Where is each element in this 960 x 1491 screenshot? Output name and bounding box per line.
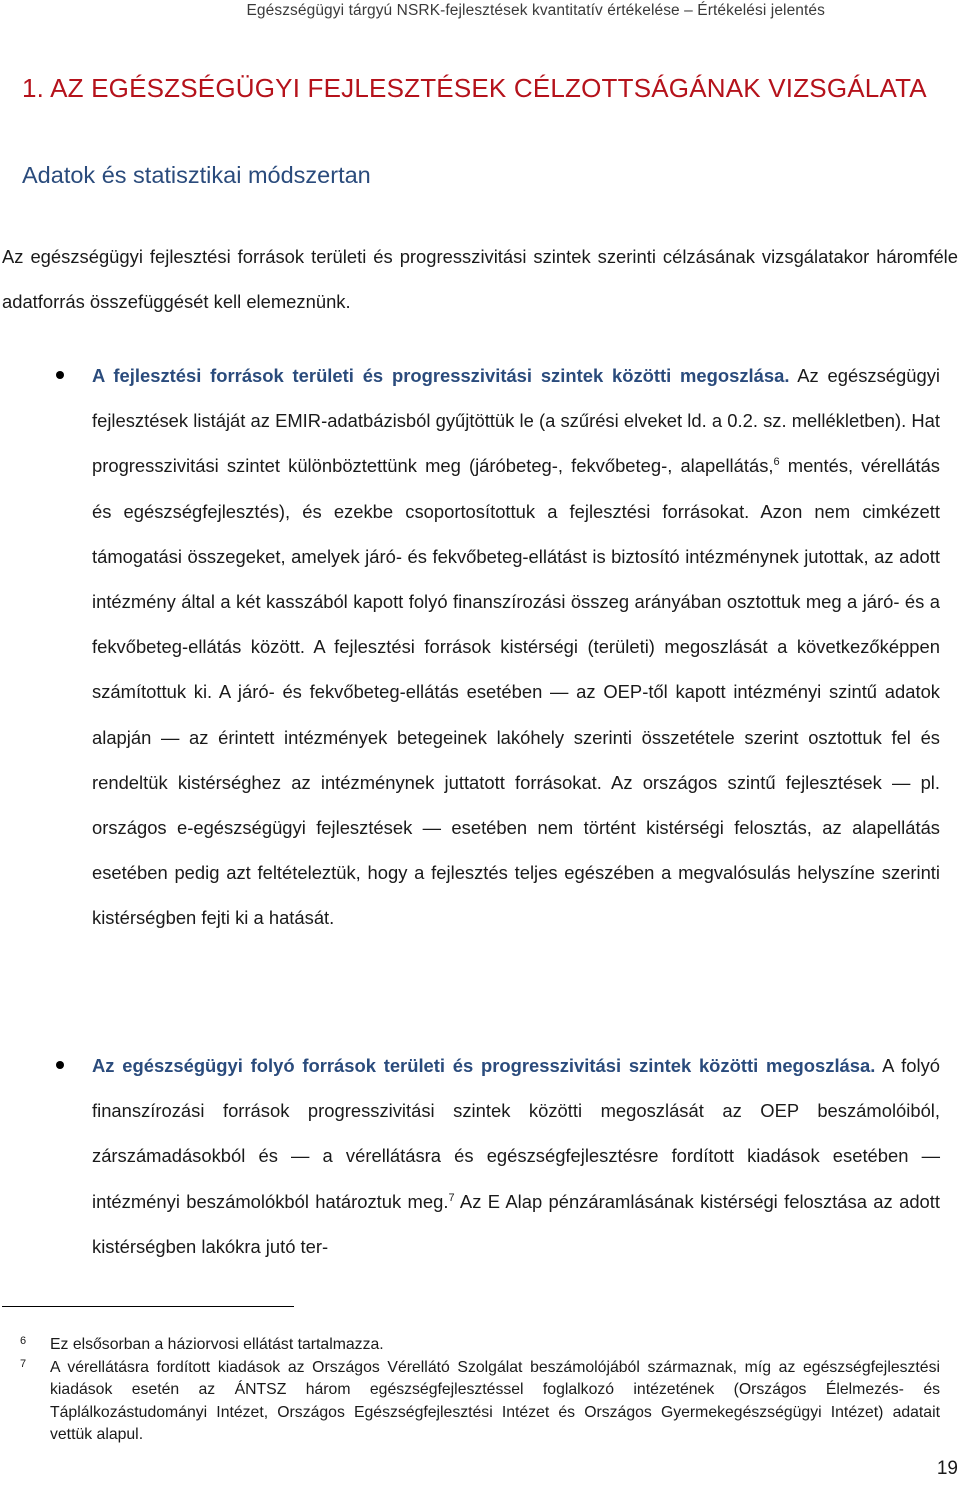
bullet-text-cont: Az E Alap pénzáramlásának kistérségi felosztása az adott kistérségben lakókra jutó ter- bbox=[92, 1190, 941, 1257]
footnote-text: Ez elsősorban a háziorvosi ellátást tartalmazza. bbox=[50, 1336, 384, 1353]
running-header: Egészségügyi tárgyú NSRK-fejlesztések kvantitatív értékelése – Értékelési jelentés bbox=[246, 2, 825, 19]
intro-paragraph: Az egészségügyi fejlesztési források területi és progresszivitási szintek szerinti célzásának vizsgálatakor háromféle adatforrás összefüggését kell elemeznünk. bbox=[2, 246, 958, 312]
bullet-paragraph bbox=[92, 353, 940, 941]
bullet-icon bbox=[56, 1061, 64, 1069]
bullet-lead: A fejlesztési források területi és progresszivitási szintek közötti megoszlása. bbox=[92, 365, 790, 386]
page-number: 19 bbox=[936, 1458, 958, 1479]
bullet-icon bbox=[56, 371, 64, 379]
bullet-paragraph bbox=[92, 1043, 940, 1269]
footnote-mark: 7 bbox=[20, 1357, 27, 1370]
footnote-mark: 6 bbox=[20, 1335, 27, 1347]
section-subtitle: Adatok és statisztikai módszertan bbox=[22, 162, 371, 188]
bullet-list-1 bbox=[92, 353, 940, 941]
list-item bbox=[92, 353, 940, 941]
bullet-text: A folyó finanszírozási források progresszivitási szintek közötti megoszlását az OEP beszámolóiból, zárszámadásokból és — a vérellátásra és egészségfejlesztésre fordított kiadások esetében — intézményi beszámolókból határoztuk meg. bbox=[92, 1055, 940, 1212]
footnote-ref[interactable]: 6 bbox=[773, 456, 780, 469]
footnote-text: A vérellátásra fordított kiadások az Országos Vérellátó Szolgálat beszámolójából származnak, míg az egészségfejlesztési kiadások esetén az ÁNTSZ három egészségfejlesztéssel foglalkozó intézetének (Országos Élelmezés- és Táplálkozástudományi Intézet, Országos Egészségfejlesztési Intézet és Országos Gyermekegészségügyi Intézet) adatait vettük alapul. bbox=[50, 1358, 940, 1443]
footnote bbox=[20, 1334, 940, 1357]
bullet-lead: Az egészségügyi folyó források területi és progresszivitási szintek közötti megoszlása. bbox=[92, 1055, 876, 1076]
footnote-ref[interactable]: 7 bbox=[448, 1191, 455, 1204]
footnote-divider bbox=[2, 1306, 294, 1307]
footnote bbox=[20, 1357, 940, 1447]
list-item bbox=[92, 1043, 940, 1269]
section-title: 1. AZ EGÉSZSÉGÜGYI FEJLESZTÉSEK CÉLZOTTSÁGÁNAK VIZSGÁLATA bbox=[22, 73, 927, 103]
footnotes bbox=[20, 1334, 940, 1447]
bullet-text: Az egészségügyi fejlesztések listáját az EMIR-adatbázisból gyűjtöttük le (a szűrési elveket ld. a 0.2. sz. mellékletben). Hat progresszivitási szintet különböztettünk meg (járóbeteg-, fekvőbeteg-, alapellátás, bbox=[92, 365, 940, 477]
bullet-text-cont: mentés, vérellátás és egészségfejlesztés), és ezekbe csoportosítottuk a fejlesztési forrásokat. Azon nem cimkézett támogatási összegeket, amelyek járó- és fekvőbeteg-ellátást is biztosító intézménynek jutottak, az adott intézmény által a két kasszából kapott folyó finanszírozási összeg arányában osztottuk meg a járó- és a fekvőbeteg-ellátás között. A fejlesztési források kistérségi (területi) megoszlását a következőképpen számítottuk ki. A járó- és fekvőbeteg-ellátás esetében — az OEP-től kapott intézményi szintű adatok alapján — az érintett intézmények betegeinek lakóhely szerinti összetétele szerint osztottuk fel és rendeltük kistérséghez az intézménynek juttatott forrásokat. Az országos szintű fejlesztések — pl. országos e-egészségügyi fejlesztések — esetében nem történt kistérségi felosztás, az alapellátás esetében pedig azt feltételeztük, hogy a fejlesztés teljes egészében a megvalósulás helyszíne szerinti kistérségben fejti ki a hatását. bbox=[92, 455, 940, 929]
bullet-list-2 bbox=[92, 1043, 940, 1269]
